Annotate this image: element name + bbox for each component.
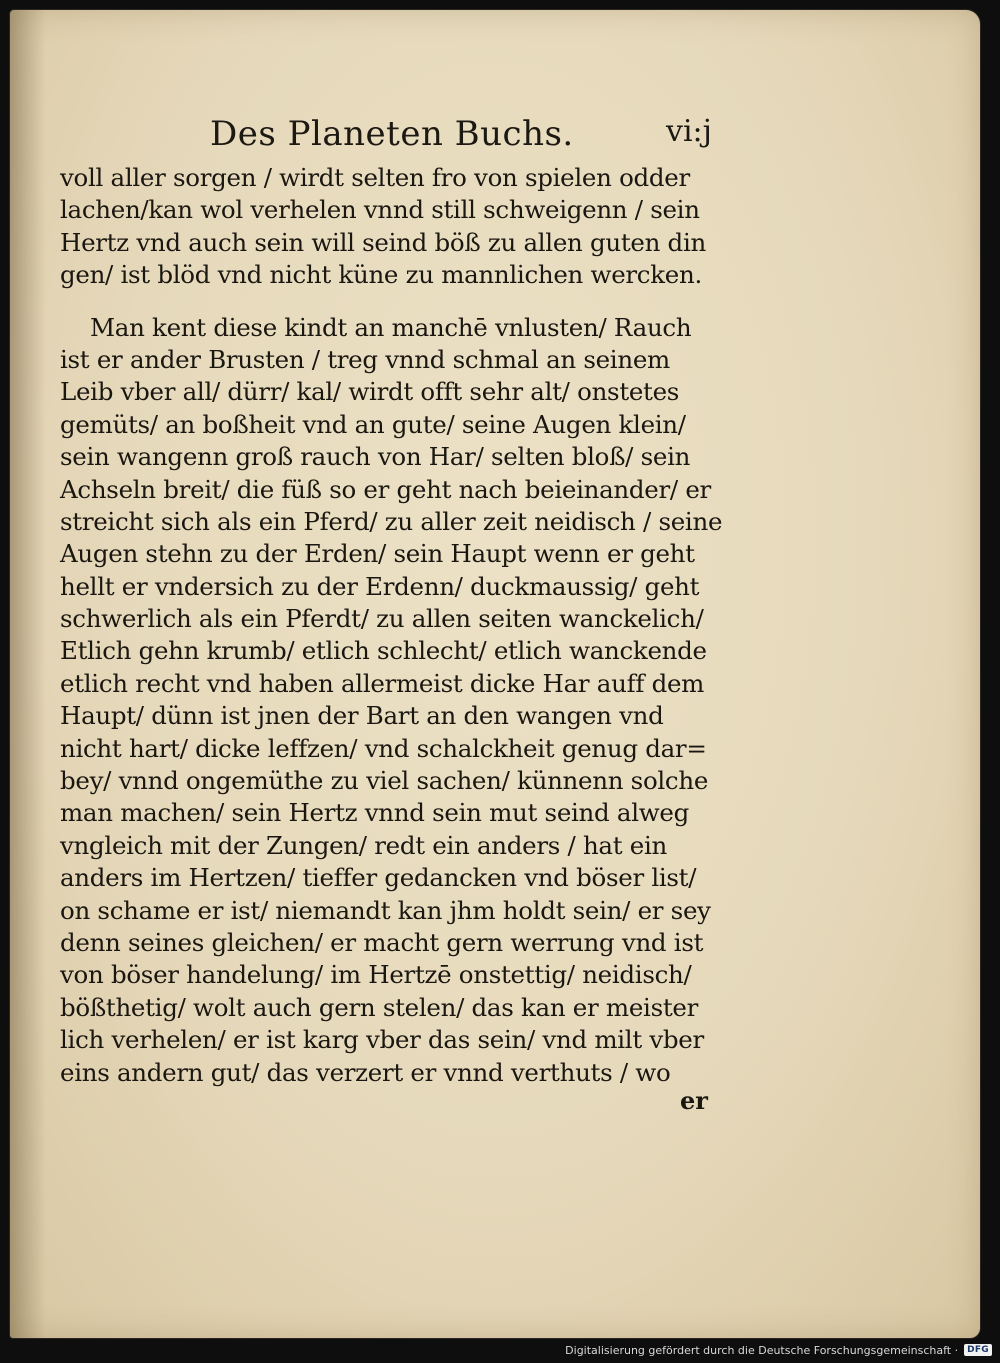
text-line: bey/ vnnd ongemüthe zu viel sachen/ künnenn solche — [60, 766, 709, 796]
text-line: Achseln breit/ die füß so er geht nach beieinander/ er — [60, 474, 711, 504]
folio-number: vi:j — [666, 114, 712, 149]
paragraph-break — [60, 292, 740, 312]
page-gutter-shadow — [10, 10, 46, 1338]
text-line: gen/ ist blöd vnd nicht küne zu mannlichen wercken. — [60, 260, 702, 290]
credit-text: Digitalisierung gefördert durch die Deutsche Forschungsgemeinschaft · — [565, 1343, 959, 1357]
text-line: sein wangenn groß rauch von Har/ selten bloß/ sein — [60, 442, 691, 472]
text-line: lachen/kan wol verhelen vnnd still schweigenn / sein — [60, 195, 700, 225]
text-line: denn seines gleichen/ er macht gern werrung vnd ist — [60, 927, 704, 957]
catchword: er — [680, 1086, 708, 1115]
dfg-logo-icon: DFG — [964, 1344, 992, 1356]
text-line: ist er ander Brusten / treg vnnd schmal an seinem — [60, 344, 670, 374]
text-line: etlich recht vnd haben allermeist dicke Har auff dem — [60, 668, 705, 698]
book-page — [10, 10, 980, 1338]
text-line: Etlich gehn krumb/ etlich schlecht/ etlich wanckende — [60, 636, 707, 666]
text-line: vngleich mit der Zungen/ redt ein anders / hat ein — [60, 830, 667, 860]
text-line: Leib vber all/ dürr/ kal/ wirdt offt sehr alt/ onstetes — [60, 377, 680, 407]
text-line: man machen/ sein Hertz vnnd sein mut seind alweg — [60, 798, 690, 828]
text-line: nicht hart/ dicke leffzen/ vnd schalckheit genug dar= — [60, 733, 707, 763]
text-line: Man kent diese kindt an manchē vnlusten/ Rauch — [90, 312, 692, 342]
text-line: Hertz vnd auch sein will seind böß zu allen guten din — [60, 227, 706, 257]
text-line: voll aller sorgen / wirdt selten fro von spielen odder — [60, 163, 690, 192]
text-line: lich verhelen/ er ist karg vber das sein/ vnd milt vber — [60, 1025, 704, 1055]
text-line: von böser handelung/ im Hertzē onstettig/ neidisch/ — [60, 960, 692, 990]
text-line: eins andern gut/ das verzert er vnnd verthuts / wo — [60, 1057, 671, 1087]
text-line: hellt er vndersich zu der Erdenn/ duckmaussig/ geht — [60, 571, 700, 601]
text-line: anders im Hertzen/ tieffer gedancken vnd böser list/ — [60, 863, 697, 893]
text-line: schwerlich als ein Pferdt/ zu allen seiten wanckelich/ — [60, 604, 704, 634]
text-line: bößthetig/ wolt auch gern stelen/ das kan er meister — [60, 992, 698, 1022]
text-line: streicht sich als ein Pferd/ zu aller zeit neidisch / seine — [60, 506, 723, 536]
text-line: Haupt/ dünn ist jnen der Bart an den wangen vnd — [60, 701, 664, 731]
text-line: Augen stehn zu der Erden/ sein Haupt wenn er geht — [60, 539, 695, 569]
main-text — [60, 162, 740, 1089]
running-header: Des Planeten Buchs. — [210, 114, 574, 154]
text-line: gemüts/ an boßheit vnd an gute/ seine Augen klein/ — [60, 409, 686, 439]
text-line: on schame er ist/ niemandt kan jhm holdt sein/ er sey — [60, 895, 711, 925]
digitization-credit — [565, 1341, 992, 1359]
